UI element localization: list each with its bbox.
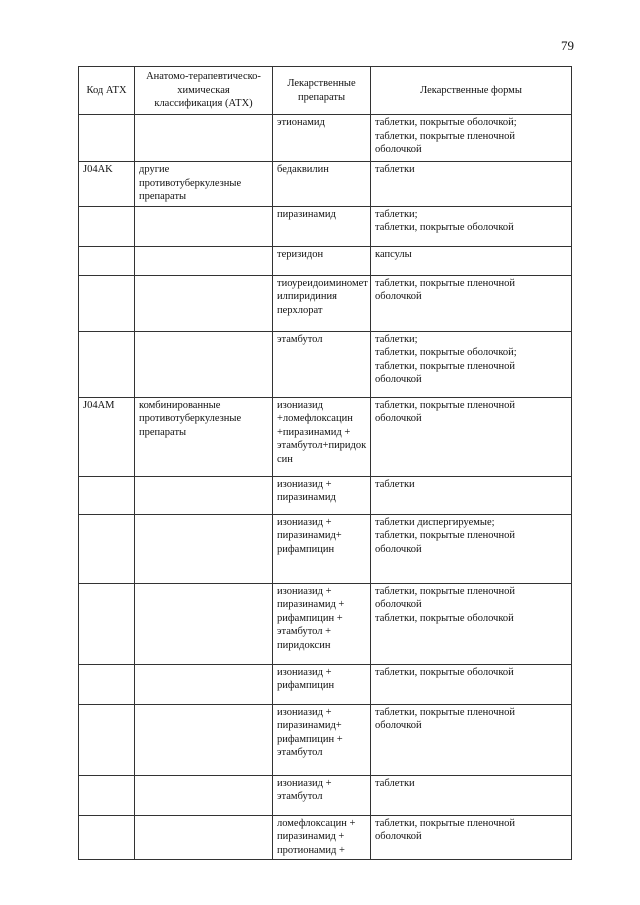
table-row — [79, 162, 572, 207]
cell-drug: изониазид + пиразинамид — [273, 476, 371, 514]
cell-drug: теризидон — [273, 246, 371, 275]
cell-code — [79, 583, 135, 664]
cell-drug: изониазид + этамбутол — [273, 775, 371, 815]
cell-drug: бедаквилин — [273, 162, 371, 207]
cell-classification — [135, 704, 273, 775]
cell-form: таблетки, покрытые оболочкой — [371, 664, 572, 704]
cell-classification — [135, 115, 273, 162]
table-row — [79, 275, 572, 331]
table-row — [79, 664, 572, 704]
cell-classification — [135, 775, 273, 815]
cell-code — [79, 115, 135, 162]
cell-drug: этионамид — [273, 115, 371, 162]
table-body — [79, 115, 572, 860]
cell-classification: другие противотуберкулезные препараты — [135, 162, 273, 207]
cell-code — [79, 775, 135, 815]
cell-classification — [135, 583, 273, 664]
cell-code — [79, 704, 135, 775]
cell-form: таблетки, покрытые пленочной оболочкой — [371, 815, 572, 860]
cell-code: J04AM — [79, 397, 135, 476]
cell-classification — [135, 206, 273, 246]
cell-form: таблетки диспергируемые; таблетки, покрытые пленочной оболочкой — [371, 514, 572, 583]
cell-drug: тиоуреидоиминомет илпиридиния перхлорат — [273, 275, 371, 331]
cell-code — [79, 275, 135, 331]
table-row — [79, 775, 572, 815]
cell-code — [79, 514, 135, 583]
cell-classification — [135, 815, 273, 860]
table-row — [79, 815, 572, 860]
header-drugs: Лекарственные препараты — [273, 67, 371, 115]
table-header-row — [79, 67, 572, 115]
header-forms: Лекарственные формы — [371, 67, 572, 115]
cell-form: таблетки, покрытые пленочной оболочкой таблетки, покрытые оболочкой — [371, 583, 572, 664]
cell-code — [79, 476, 135, 514]
table-row — [79, 246, 572, 275]
table-row — [79, 115, 572, 162]
cell-form: таблетки; таблетки, покрытые оболочкой — [371, 206, 572, 246]
cell-drug: изониазид + пиразинамид+ рифампицин — [273, 514, 371, 583]
page-number: 79 — [561, 38, 574, 53]
cell-drug: изониазид + пиразинамид+ рифампицин + этамбутол — [273, 704, 371, 775]
cell-code — [79, 664, 135, 704]
cell-drug: изониазид +ломефлоксацин +пиразинамид + этамбутол+пиридок син — [273, 397, 371, 476]
table-row — [79, 514, 572, 583]
cell-code: J04AK — [79, 162, 135, 207]
cell-code — [79, 206, 135, 246]
cell-form: таблетки, покрытые пленочной оболочкой — [371, 704, 572, 775]
table-row — [79, 331, 572, 397]
table-row — [79, 704, 572, 775]
cell-classification — [135, 476, 273, 514]
cell-classification — [135, 246, 273, 275]
header-code: Код АТХ — [79, 67, 135, 115]
cell-classification — [135, 331, 273, 397]
cell-form: таблетки, покрытые пленочной оболочкой — [371, 275, 572, 331]
header-classification: Анатомо-терапевтическо- химическая классификация (АТХ) — [135, 67, 273, 115]
cell-form: таблетки — [371, 476, 572, 514]
cell-drug: ломефлоксацин + пиразинамид + протионамид + — [273, 815, 371, 860]
cell-code — [79, 331, 135, 397]
cell-form: таблетки, покрытые пленочной оболочкой — [371, 397, 572, 476]
cell-classification — [135, 514, 273, 583]
cell-classification — [135, 664, 273, 704]
cell-classification — [135, 275, 273, 331]
cell-form: таблетки — [371, 775, 572, 815]
cell-form: таблетки, покрытые оболочкой; таблетки, покрытые пленочной оболочкой — [371, 115, 572, 162]
cell-code — [79, 815, 135, 860]
atx-table — [78, 66, 572, 860]
cell-drug: изониазид + рифампицин — [273, 664, 371, 704]
table-row — [79, 397, 572, 476]
table-row — [79, 583, 572, 664]
cell-classification: комбинированные противотуберкулезные препараты — [135, 397, 273, 476]
cell-form: капсулы — [371, 246, 572, 275]
cell-form: таблетки; таблетки, покрытые оболочкой; таблетки, покрытые пленочной оболочкой — [371, 331, 572, 397]
table-row — [79, 476, 572, 514]
cell-drug: изониазид + пиразинамид + рифампицин + этамбутол + пиридоксин — [273, 583, 371, 664]
cell-form: таблетки — [371, 162, 572, 207]
cell-drug: пиразинамид — [273, 206, 371, 246]
cell-code — [79, 246, 135, 275]
cell-drug: этамбутол — [273, 331, 371, 397]
table-row — [79, 206, 572, 246]
